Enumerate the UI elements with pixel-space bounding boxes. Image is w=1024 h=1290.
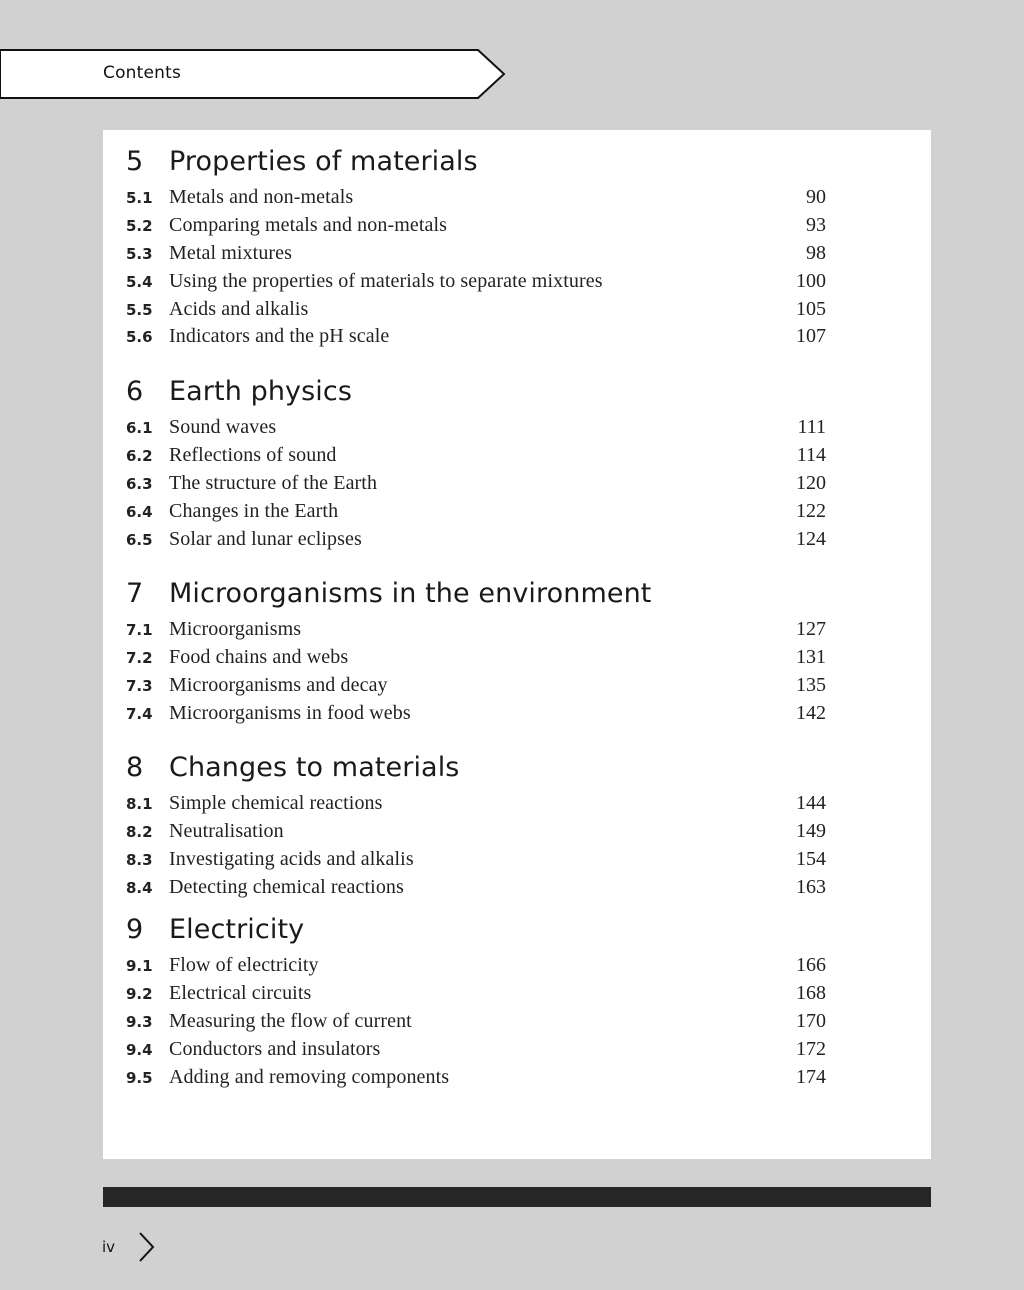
entry-title: Adding and removing components [169,1065,450,1088]
entry-title: Metals and non-metals [169,186,354,208]
entry-page: 120 [796,471,826,494]
chapter-8 [126,752,826,904]
toc-entry[interactable] [126,982,826,1010]
entry-number: 5.6 [126,328,153,347]
entry-title: Solar and lunar eclipses [169,527,362,550]
entry-number: 6.4 [126,502,153,521]
entry-number: 7.4 [126,704,153,723]
entry-page: 122 [796,499,826,522]
chapter-heading [126,376,826,416]
entry-number: 7.2 [126,648,153,667]
toc-entry[interactable] [126,702,826,730]
entry-number: 9.1 [126,957,153,975]
entry-page: 114 [796,443,826,466]
entry-number: 8.1 [126,795,153,813]
chapter-6 [126,376,826,555]
entry-page: 149 [796,819,826,842]
header-tab-shape [0,48,510,100]
chapter-title: Microorganisms in the environment [169,578,652,609]
entry-title: Microorganisms [169,618,302,640]
entry-number: 6.5 [126,530,153,549]
toc-entry[interactable] [126,674,826,702]
entry-title: Acids and alkalis [169,297,309,320]
chapter-title: Properties of materials [169,146,478,177]
entry-page: 144 [796,792,826,814]
toc-entry[interactable] [126,820,826,848]
entry-title: Detecting chemical reactions [169,875,404,898]
entry-page: 166 [796,954,826,976]
chapter-number: 9 [126,914,144,945]
entry-title: Microorganisms and decay [169,673,388,696]
toc-entry[interactable] [126,416,826,444]
entry-number: 8.3 [126,850,153,869]
entry-page: 172 [796,1037,826,1060]
entry-page: 174 [796,1065,826,1088]
chapter-heading [126,752,826,792]
entry-number: 9.4 [126,1040,153,1059]
chapter-heading [126,914,826,954]
toc-entry[interactable] [126,186,826,214]
page-number: iv [102,1238,116,1256]
header-title: Contents [103,63,182,83]
chapter-heading [126,146,826,186]
toc-entry[interactable] [126,876,826,904]
entry-title: Investigating acids and alkalis [169,847,414,870]
entry-page: 170 [796,1009,826,1032]
chapter-title: Changes to materials [169,752,460,783]
entry-title: Changes in the Earth [169,499,339,522]
chapter-9 [126,914,826,1093]
entry-number: 9.2 [126,984,153,1003]
entry-page: 127 [796,618,826,640]
footer-bar [103,1187,931,1207]
entry-page: 98 [806,241,826,264]
toc-entry[interactable] [126,214,826,242]
toc-entry[interactable] [126,792,826,820]
entry-number: 5.3 [126,244,153,263]
entry-page: 163 [796,875,826,898]
toc-entry[interactable] [126,472,826,500]
toc-entry[interactable] [126,242,826,270]
contents-panel [103,130,931,1159]
chapter-number: 6 [126,376,144,407]
entry-page: 124 [796,527,826,550]
entry-number: 5.4 [126,272,153,291]
entry-page: 107 [796,325,826,348]
chapter-7 [126,578,826,730]
entry-page: 154 [796,847,826,870]
entry-page: 135 [796,673,826,696]
entry-page: 100 [796,269,826,292]
entry-page: 168 [796,981,826,1004]
entry-page: 131 [796,645,826,668]
chapter-title: Earth physics [169,376,352,407]
toc-entry[interactable] [126,325,826,353]
toc-entry[interactable] [126,528,826,556]
chapter-title: Electricity [169,914,305,945]
entry-title: Reflections of sound [169,443,337,466]
entry-page: 111 [797,416,826,438]
entry-title: Measuring the flow of current [169,1009,412,1032]
entry-title: Flow of electricity [169,954,319,976]
entry-title: Indicators and the pH scale [169,325,390,348]
toc-entry[interactable] [126,1066,826,1094]
entry-title: Microorganisms in food webs [169,701,411,724]
entry-title: The structure of the Earth [169,471,378,494]
entry-title: Metal mixtures [169,241,293,264]
chevron-right-icon [137,1231,157,1267]
entry-number: 5.1 [126,189,153,207]
chapter-heading [126,578,826,618]
entry-title: Simple chemical reactions [169,792,383,814]
entry-number: 7.3 [126,676,153,695]
toc-entry[interactable] [126,444,826,472]
entry-number: 6.1 [126,419,153,437]
entry-title: Using the properties of materials to separate mixtures [169,269,603,292]
contents-header-tab [0,48,510,100]
toc-entry[interactable] [126,298,826,326]
toc-entry[interactable] [126,270,826,298]
chapter-number: 7 [126,578,144,609]
entry-number: 6.2 [126,446,153,465]
entry-page: 142 [796,701,826,724]
entry-number: 8.2 [126,822,153,841]
entry-number: 5.2 [126,216,153,235]
entry-number: 6.3 [126,474,153,493]
entry-page: 90 [806,186,826,208]
toc-entry[interactable] [126,646,826,674]
entry-title: Comparing metals and non-metals [169,213,448,236]
entry-title: Food chains and webs [169,645,349,668]
entry-title: Conductors and insulators [169,1037,381,1060]
entry-title: Electrical circuits [169,981,312,1004]
entry-page: 105 [796,297,826,320]
entry-number: 9.3 [126,1012,153,1031]
toc-entry[interactable] [126,1010,826,1038]
entry-number: 8.4 [126,878,153,897]
toc-entry[interactable] [126,1038,826,1066]
chapter-number: 5 [126,146,144,177]
entry-number: 5.5 [126,300,153,319]
entry-title: Neutralisation [169,819,284,842]
entry-title: Sound waves [169,416,277,438]
toc-entry[interactable] [126,500,826,528]
entry-number: 7.1 [126,621,153,639]
chapter-5 [126,146,826,353]
chapter-number: 8 [126,752,144,783]
toc-entry[interactable] [126,618,826,646]
entry-page: 93 [806,213,826,236]
toc-entry[interactable] [126,848,826,876]
toc-entry[interactable] [126,954,826,982]
entry-number: 9.5 [126,1068,153,1087]
